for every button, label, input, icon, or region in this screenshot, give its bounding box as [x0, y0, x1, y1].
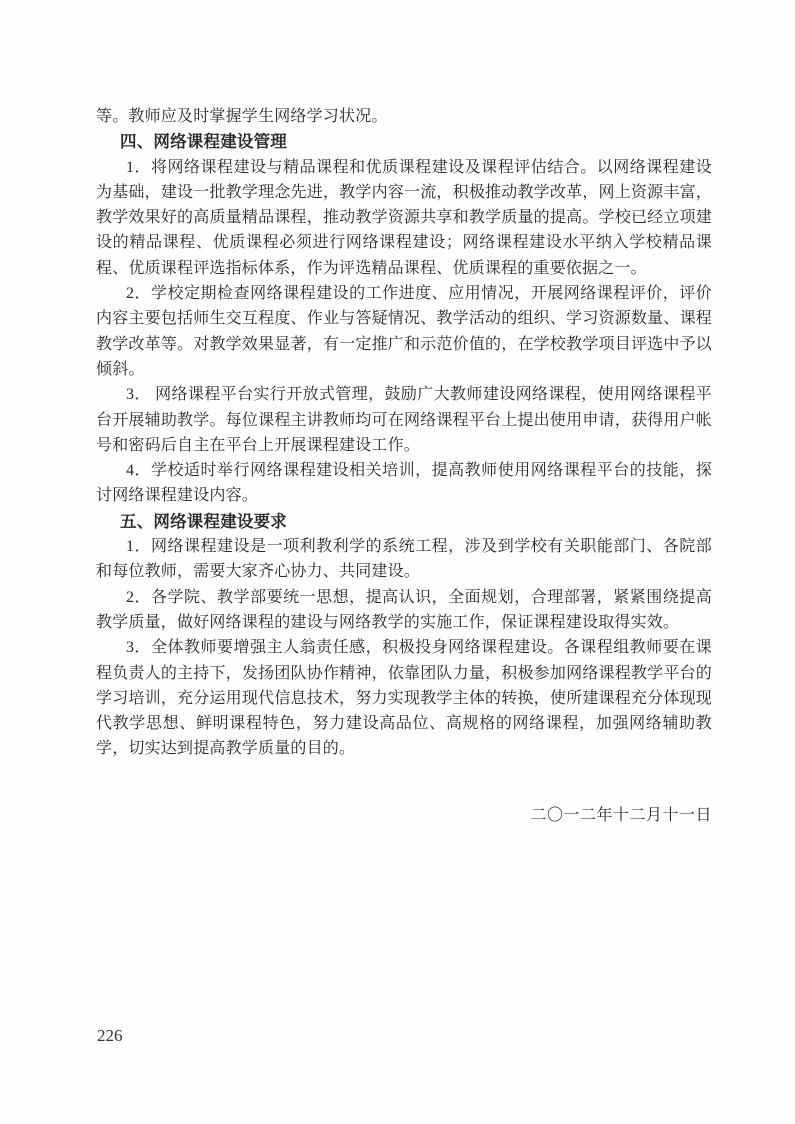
body-paragraph: 4．学校适时举行网络课程建设相关培训，提高教师使用网络课程平台的技能，探讨网络课程建设内容。: [96, 462, 712, 505]
body-paragraph: 1．将网络课程建设与精品课程和优质课程建设及课程评估结合。以网络课程建设为基础，建设一批教学理念先进，教学内容一流，积极推动教学改革，网上资源丰富，教学效果好的高质量精品课程，推动教学资源共享和教学质量的提高。学校已经立项建设的精品课程、优质课程必须进行网络课程建设；网络课程建设水平纳入学校精品课程、优质课程评选指标体系，作为评选精品课程、优质课程的重要依据之一。: [96, 158, 712, 277]
body-paragraph: 1．网络课程建设是一项利教利学的系统工程，涉及到学校有关职能部门、各院部和每位教师，需要大家齐心协力、共同建设。: [96, 538, 712, 581]
page-number: 226: [97, 1026, 123, 1045]
body-paragraph: 2．各学院、教学部要统一思想，提高认识，全面规划，合理部署，紧紧围绕提高教学质量，做好网络课程的建设与网络教学的实施工作，保证课程建设取得实效。: [96, 588, 712, 631]
body-paragraph: 2．学校定期检查网络课程建设的工作进度、应用情况，开展网络课程评价，评价内容主要包括师生交互程度、作业与答疑情况、教学活动的组织、学习资源数量、课程教学改革等。对教学效果显著，有一定推广和示范价值的，在学校教学项目评选中予以倾斜。: [96, 285, 712, 378]
body-paragraph: 3． 网络课程平台实行开放式管理，鼓励广大教师建设网络课程，使用网络课程平台开展辅助教学。每位课程主讲教师均可在网络课程平台上提出使用申请，获得用户帐号和密码后自主在平台上开展课程建设工作。: [96, 386, 712, 454]
document-paragraphs: [96, 104, 712, 762]
section-heading: 四、网络课程建设管理: [120, 132, 287, 152]
body-paragraph: 等。教师应及时掌握学生网络学习状况。: [96, 108, 388, 125]
section-heading: 五、网络课程建设要求: [120, 511, 287, 531]
body-paragraph: 3．全体教师要增强主人翁责任感，积极投身网络课程建设。各课程组教师要在课程负责人的主持下，发扬团队协作精神，依靠团队力量，积极参加网络课程教学平台的学习培训，充分运用现代信息技术，努力实现教学主体的转换，使所建课程充分体现现代教学思想、鲜明课程特色，努力建设高品位、高规格的网络课程，加强网络辅助教学，切实达到提高教学质量的目的。: [96, 639, 712, 758]
document-date: 二〇一二年十二月十一日: [530, 806, 712, 824]
document-body: [96, 104, 712, 828]
